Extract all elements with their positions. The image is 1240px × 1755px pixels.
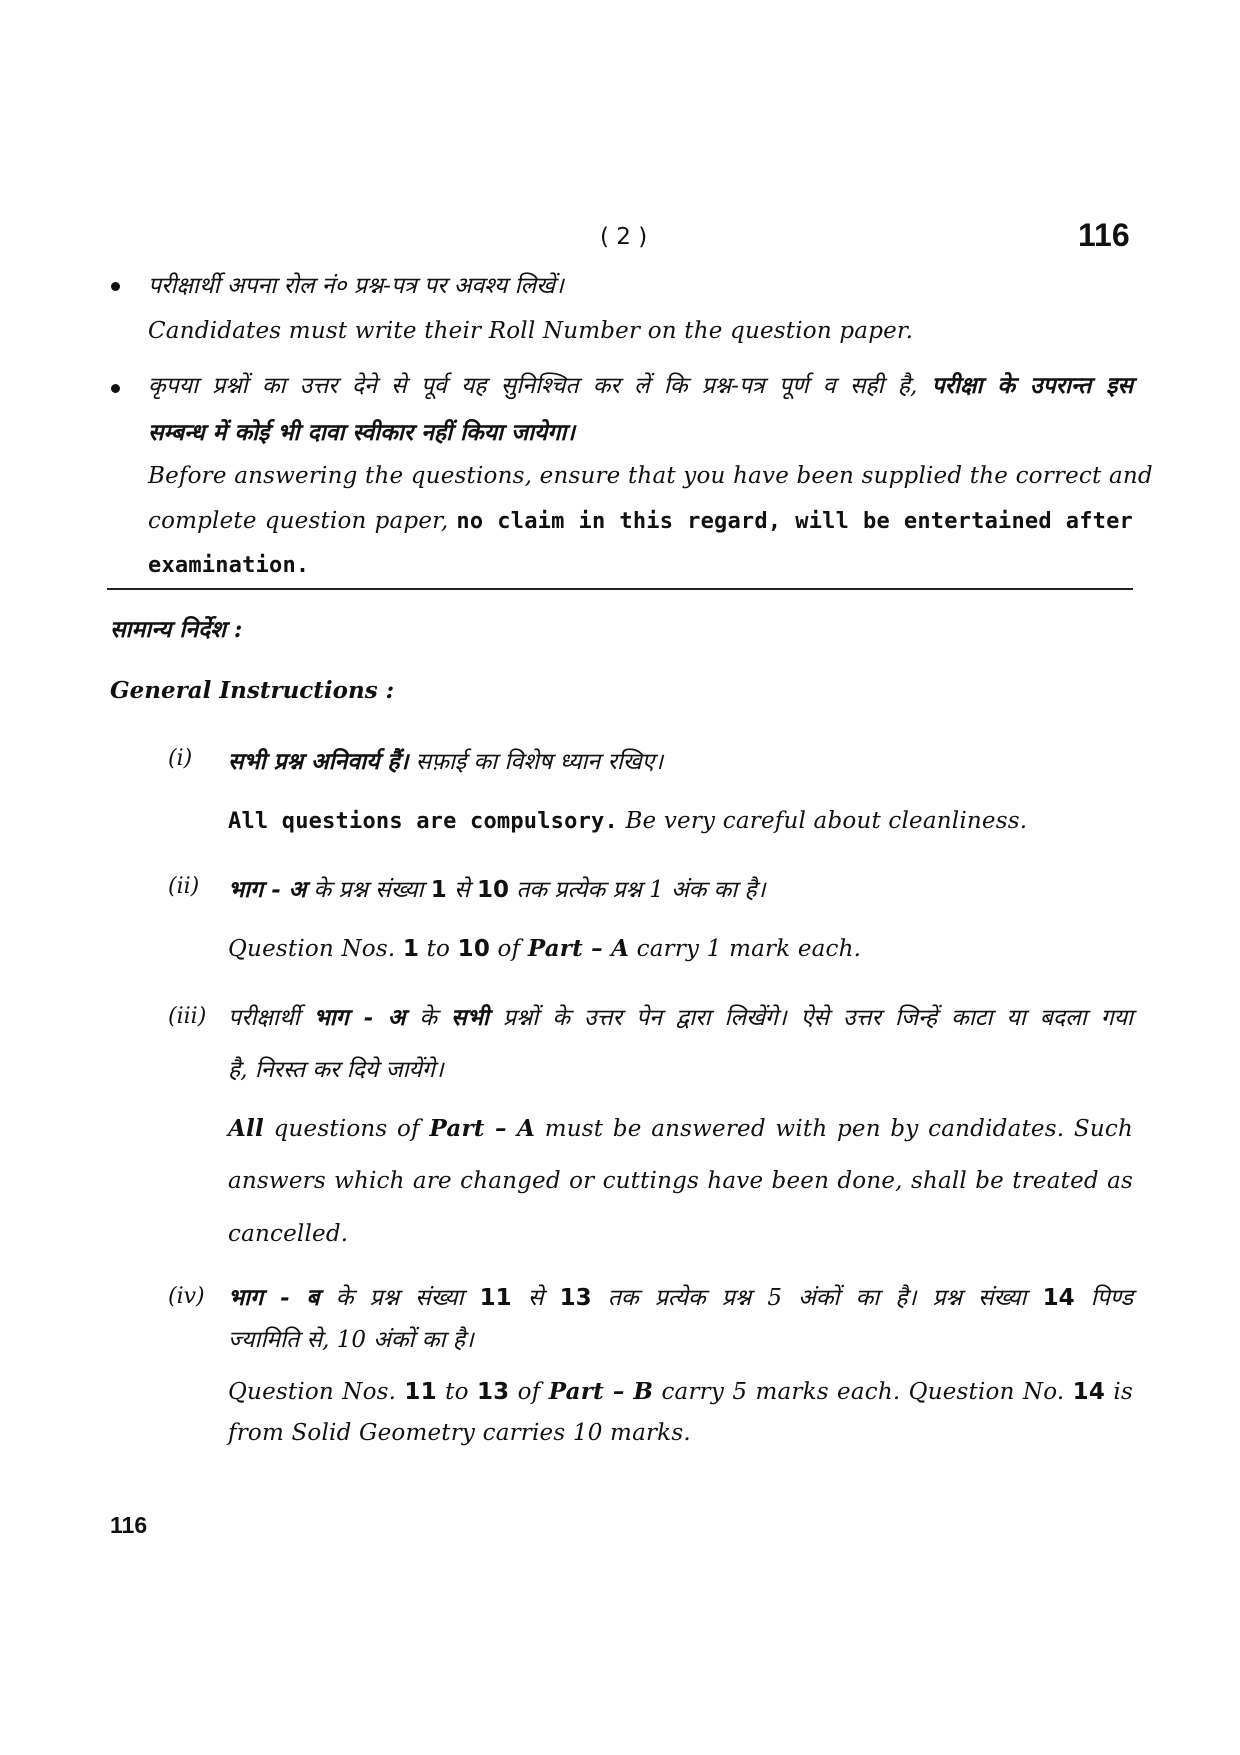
question-number: 1 [402,936,420,962]
question-number: 13 [476,1379,510,1405]
bullet-2-english-text: complete question paper, [148,508,449,534]
item-4-hindi-line-1 [228,1280,1133,1312]
bullet-2-english-line-2 [148,508,1133,534]
item-1-english-emphasis: All questions are compulsory. [228,809,618,834]
divider [107,588,1133,590]
item-2-english-text: to [426,936,451,962]
item-2-hindi-text: के प्रश्न संख्या [313,877,424,903]
item-4-english-text: of [517,1379,541,1405]
item-3-hindi-text: परीक्षार्थी [228,1005,300,1031]
question-number: 11 [404,1379,437,1405]
bullet-1-hindi: परीक्षार्थी अपना रोल नं० प्रश्न-पत्र पर अवश्य लिखें। [148,273,564,299]
part-label: भाग - ब [228,1284,320,1311]
item-4-english-text: carry 5 marks each. Question No. [661,1379,1065,1405]
bullet-1-english: Candidates must write their Roll Number on the question paper. [148,318,914,344]
item-3-english-text: must be answered with pen by candidates. Such [544,1116,1133,1142]
part-label: भाग - अ [228,876,307,903]
bullet-2-hindi-line-1 [148,368,1133,400]
item-2-hindi-text: से [454,877,470,903]
item-2-hindi-text: तक प्रत्येक प्रश्न 1 अंक का है। [516,877,766,903]
item-2-english [228,935,861,962]
item-4-hindi-text: पिण्ड [1090,1285,1134,1311]
item-1-english-text: Be very careful about cleanliness. [625,808,1028,834]
footer-paper-code: 116 [110,1512,148,1538]
question-number: 14 [1042,1285,1075,1311]
part-label: Part – B [548,1378,654,1405]
item-1-hindi [228,744,663,776]
item-number: (iv) [168,1284,205,1309]
bullet-2-english-line-1: Before answering the questions, ensure that you have been supplied the correct and [148,463,1153,489]
part-label: Part – A [527,935,630,962]
item-2-english-text: Question Nos. [228,936,396,962]
bullet-2-english-line-3: examination. [148,553,310,578]
item-3-hindi-line-1 [228,1000,1133,1032]
item-3-english-line-1 [228,1115,1133,1142]
paper-code: 116 [1078,217,1130,253]
bullet-dot [111,282,120,291]
item-4-hindi-text: तक प्रत्येक प्रश्न 5 अंकों का है। प्रश्न संख्या [607,1285,1027,1311]
item-4-hindi-text: से [527,1285,544,1311]
item-4-english-text: Question Nos. [228,1379,397,1405]
item-3-english-line-2: answers which are changed or cuttings have been done, shall be treated as [228,1168,1133,1194]
question-number: 11 [479,1285,512,1311]
item-3-hindi-emphasis: सभी [451,1004,489,1031]
item-4-english-line-1 [228,1378,1133,1405]
bullet-2-hindi-text: कृपया प्रश्नों का उत्तर देने से पूर्व यह सुनिश्चित कर लें कि प्रश्न-पत्र पूर्ण व सही है, [148,373,918,399]
item-number: (ii) [168,874,200,899]
page-marker: ( 2 ) [600,224,648,250]
question-number: 13 [559,1285,592,1311]
item-3-hindi-line-2: है, निरस्त कर दिये जायेंगे। [228,1057,444,1083]
item-4-english-line-2: from Solid Geometry carries 10 marks. [228,1420,691,1446]
bullet-2-hindi-line-2: सम्बन्ध में कोई भी दावा स्वीकार नहीं किया जायेगा। [148,419,575,446]
item-4-english-text: is [1113,1379,1133,1405]
item-3-hindi-text: के [419,1005,438,1031]
item-3-english-text: questions of [273,1116,420,1142]
item-1-english [228,808,1027,834]
question-number: 10 [457,936,491,962]
question-number: 14 [1072,1379,1106,1405]
part-label: Part – A [429,1115,536,1142]
item-2-hindi [228,872,765,904]
general-instructions-hindi-title: सामान्य निर्देश : [110,616,243,643]
item-1-hindi-emphasis: सभी प्रश्न अनिवार्य हैं। [228,748,409,775]
item-4-hindi-text: के प्रश्न संख्या [335,1285,464,1311]
item-3-english-line-3: cancelled. [228,1221,349,1247]
item-4-hindi-line-2: ज्यामिति से, 10 अंकों का है। [228,1327,474,1353]
question-number: 10 [476,877,509,903]
bullet-dot [111,384,120,393]
bullet-2-english-emphasis: no claim in this regard, will be entertained after [456,509,1134,534]
item-3-hindi-text: प्रश्नों के उत्तर पेन द्वारा लिखेंगे। ऐसे उत्तर जिन्हें काटा या बदला गया [502,1005,1133,1031]
item-number: (iii) [168,1004,207,1029]
item-2-english-text: carry 1 mark each. [636,936,862,962]
part-label: भाग - अ [313,1004,406,1031]
question-number: 1 [430,877,447,903]
item-3-english-emphasis: All [228,1115,264,1142]
bullet-2-hindi-emphasis: परीक्षा के उपरान्त इस [931,372,1133,399]
item-2-english-text: of [497,936,521,962]
item-1-hindi-text: सफ़ाई का विशेष ध्यान रखिए। [415,749,664,775]
item-number: (i) [168,746,193,771]
item-4-english-text: to [445,1379,469,1405]
general-instructions-english-title: General Instructions : [110,677,395,704]
